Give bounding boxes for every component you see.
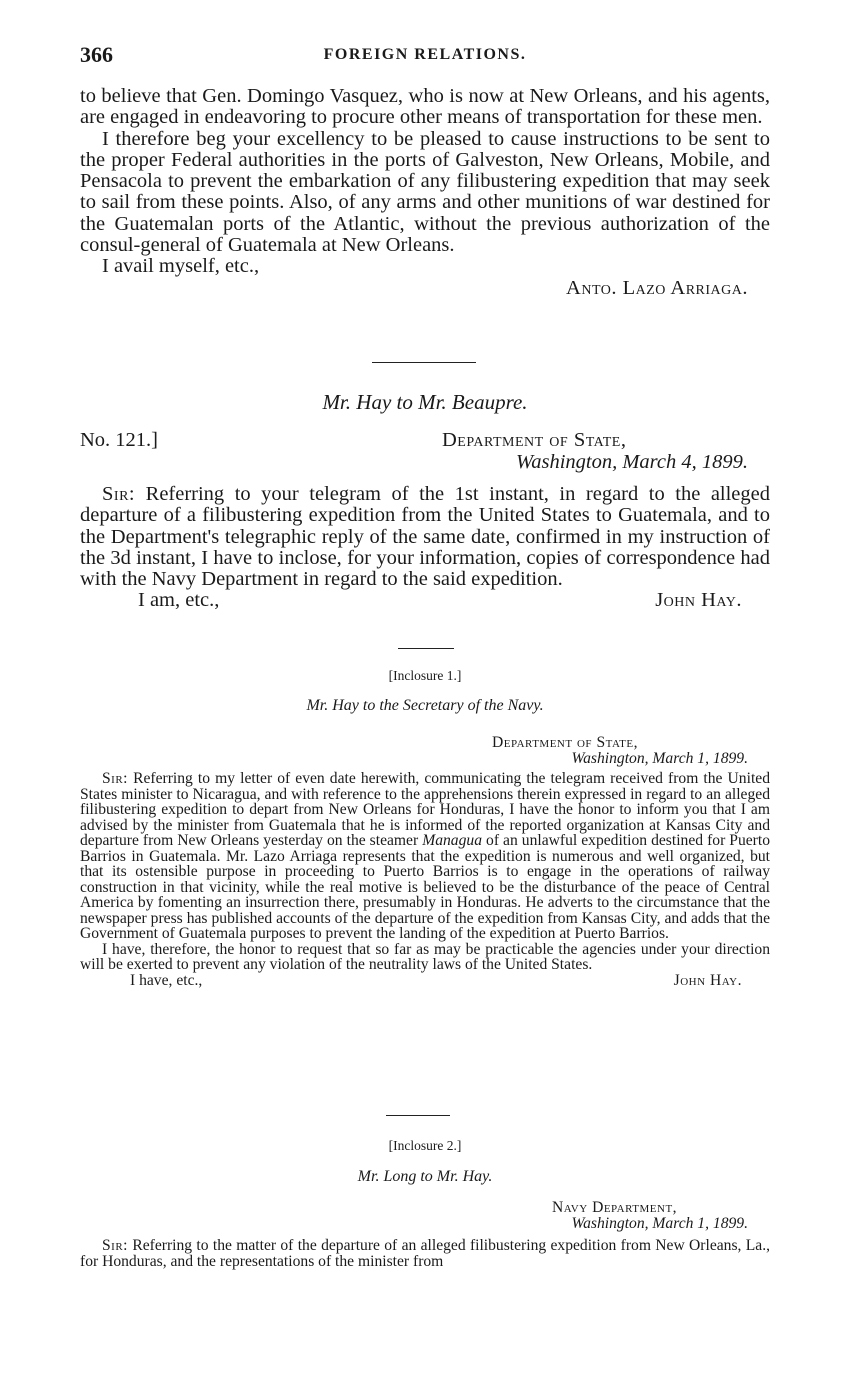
inclosure1-heading bbox=[80, 735, 770, 766]
letter2-place-date: Washington, March 4, 1899. bbox=[516, 451, 748, 473]
letter2-body bbox=[80, 484, 770, 612]
inclosure1-body bbox=[80, 771, 770, 991]
letter2-number: No. 121.] bbox=[80, 429, 159, 451]
page-number: 366 bbox=[80, 42, 113, 67]
salutation: Sir: bbox=[102, 483, 136, 505]
salutation: Sir: bbox=[102, 1237, 129, 1254]
letter1-signature: Anto. Lazo Arriaga. bbox=[566, 276, 748, 299]
ship-name: Managua bbox=[422, 832, 482, 849]
letter2-title: Mr. Hay to Mr. Beaupre. bbox=[322, 390, 528, 414]
inclosure2-heading bbox=[80, 1200, 770, 1231]
letter1-body bbox=[80, 86, 770, 299]
inclosure2-place-date: Washington, March 1, 1899. bbox=[571, 1214, 748, 1232]
inclosure2-body bbox=[80, 1238, 770, 1269]
inclosure1-paragraph: I have, therefore, the honor to request that so far as may be practicable the agencies under your direction will be exerted to prevent any violation of the neutrality laws of the United States. bbox=[80, 940, 770, 973]
inclosure1-place-date: Washington, March 1, 1899. bbox=[571, 749, 748, 767]
inclosure1-title: Mr. Hay to the Secretary of the Navy. bbox=[306, 697, 544, 714]
inclosure1-text: of an unlawful expedition destined for Puerto Barrios in Guatemala. Mr. Lazo Arriaga represents that the expedition is numerous and well organized, but that its ostensible purpose in proceeding to Puerto Barrios is to engage in the operations of railway construction in that vicinity, while the real motive is believed to be the disturbance of the peace of Central America by fomenting an insurrection there, presumably in Honduras. He adverts to the circumstance that the newspaper press has published accounts of the departure of the expedition from Kansas City, and adds that the Government of Guatemala purposes to prevent the landing of the expedition at Puerto Barrios. bbox=[80, 832, 771, 942]
letter2-heading bbox=[80, 430, 770, 474]
letter2-text: Referring to your telegram of the 1st instant, in regard to the alleged departure of a filibustering expedition from the United States to Guatemala, and to the Department's telegraphic reply of the same date, confirmed in my instruction of the 3d instant, I have to inclose, for your information, copies of correspondence had with the Navy Department in regard to the said expedition. bbox=[80, 483, 771, 591]
inclosure1-signature: John Hay. bbox=[673, 971, 742, 989]
inclosure2-text: Referring to the matter of the departure of an alleged filibustering expedition from New Orleans, La., for Honduras, and the representations of the minister from bbox=[80, 1237, 770, 1270]
inclosure1-text: Referring to my letter of even date herewith, communicating the telegram received from the United States minister to Nicaragua, and with reference to the apprehensions therein expressed in regard to an alleged filibustering expedition to depart from New Orleans for Honduras, I have the honor to inform you that I am advised by the minister from Guatemala that he is informed of the reported organization at Kansas City and departure from New Orleans yesterday on the steamer bbox=[80, 770, 770, 849]
page-header bbox=[80, 42, 770, 68]
divider bbox=[372, 362, 476, 363]
inclosure1-label: [Inclosure 1.] bbox=[388, 668, 462, 683]
running-head: FOREIGN RELATIONS. bbox=[323, 46, 527, 63]
letter2-signature: John Hay. bbox=[655, 589, 742, 612]
letter1-paragraph: to believe that Gen. Domingo Vasquez, who is now at New Orleans, and his agents, are engaged in endeavoring to procure other means of transportation for these men. bbox=[80, 85, 770, 129]
inclosure1-closing: I have, etc., bbox=[130, 971, 203, 989]
divider bbox=[386, 1115, 450, 1116]
letter2-closing: I am, etc., bbox=[138, 589, 220, 612]
letter2-department: Department of State, bbox=[442, 429, 627, 451]
letter1-closing: I avail myself, etc., bbox=[102, 255, 260, 278]
inclosure2-label: [Inclosure 2.] bbox=[388, 1138, 462, 1153]
inclosure1-department: Department of State, bbox=[492, 734, 639, 751]
divider bbox=[398, 648, 454, 649]
salutation: Sir: bbox=[102, 770, 129, 787]
inclosure2-department: Navy Department, bbox=[552, 1199, 678, 1216]
letter1-paragraph: I therefore beg your excellency to be pleased to cause instructions to be sent to the proper Federal authorities in the ports of Galveston, New Orleans, Mobile, and Pensacola to prevent the embarkation of any filibustering expedition that may seek to sail from these points. Also, of any arms and other munitions of war destined for the Guatemalan ports of the Atlantic, without the previous authorization of the consul-general of Guatemala at New Orleans. bbox=[80, 127, 770, 257]
inclosure2-title: Mr. Long to Mr. Hay. bbox=[357, 1168, 493, 1185]
